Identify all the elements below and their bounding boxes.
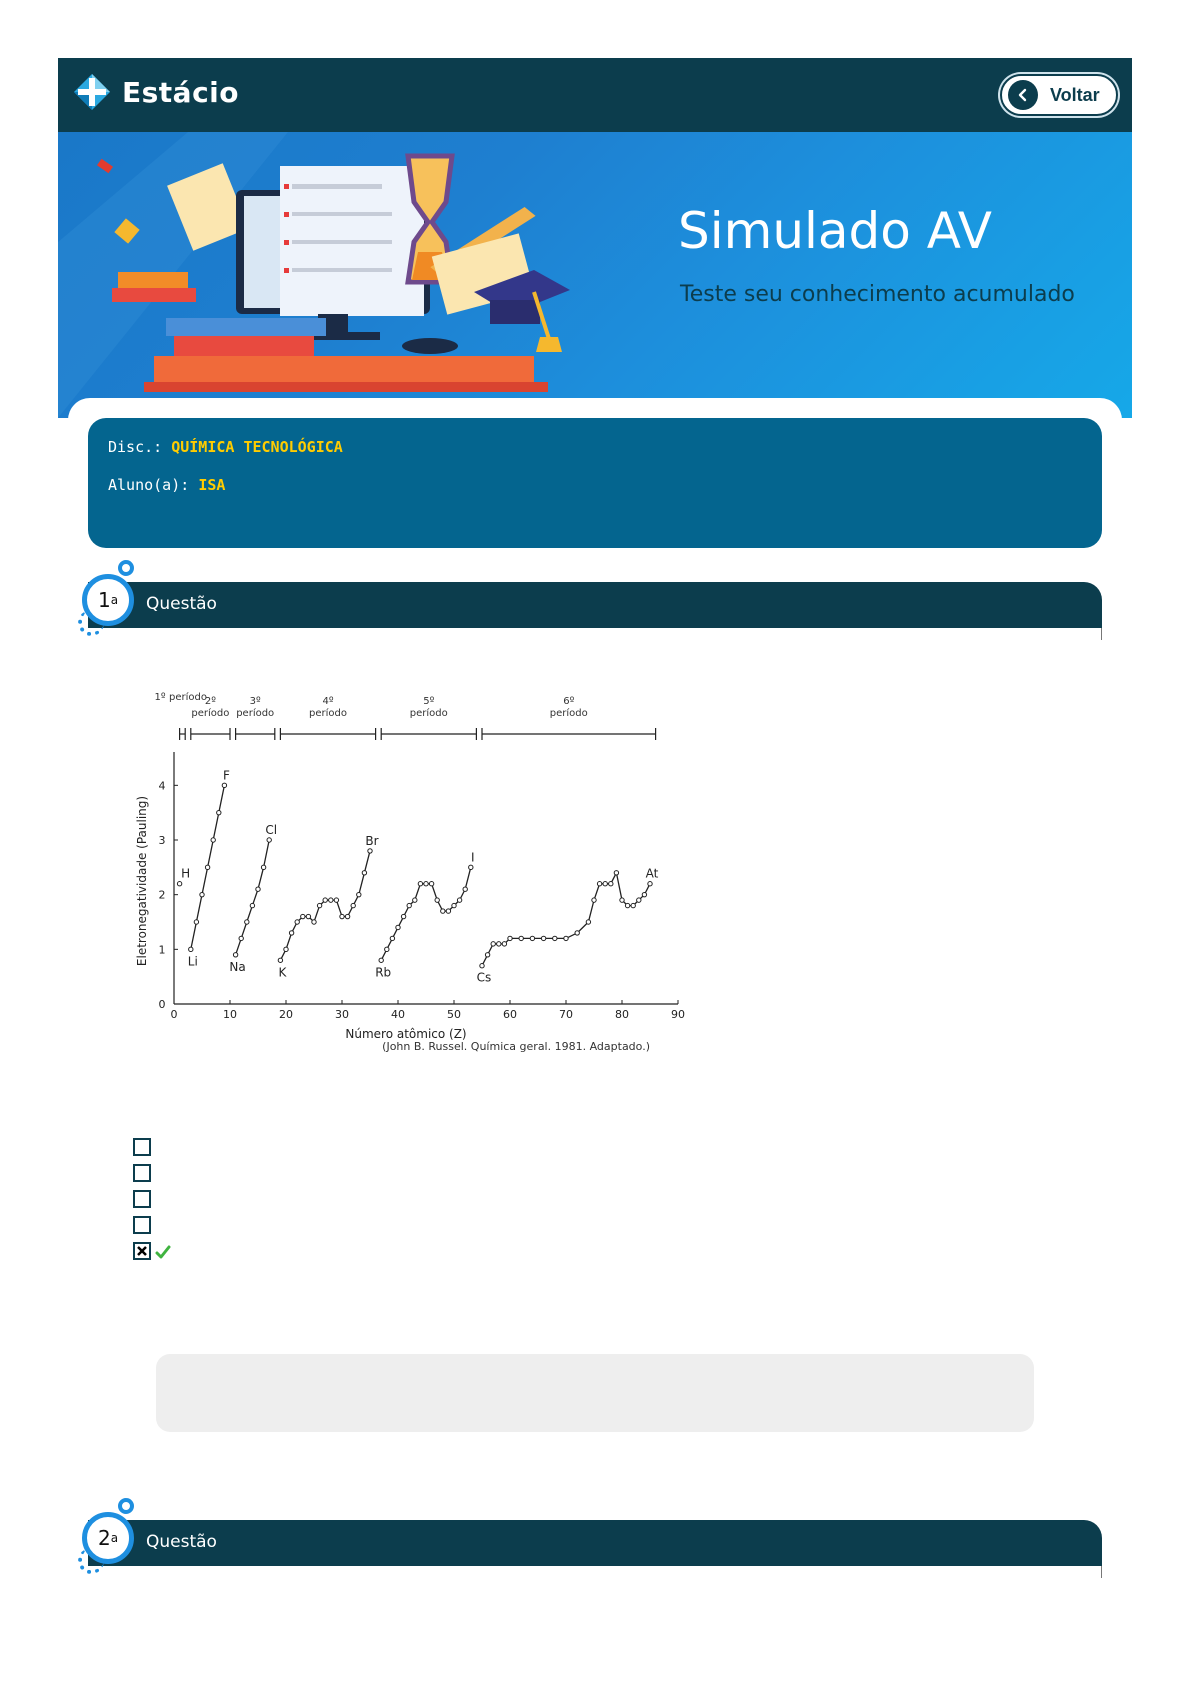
electronegativity-chart [130, 678, 690, 1068]
element-label: F [222, 768, 230, 783]
data-point [345, 914, 349, 918]
data-point [631, 903, 635, 907]
data-point [261, 865, 265, 869]
data-point [250, 903, 254, 907]
element-label: Cs [476, 970, 492, 985]
question-number: 1 [97, 588, 111, 612]
data-point [413, 898, 417, 902]
data-point [463, 887, 467, 891]
period-word: período [236, 708, 275, 719]
student-label: Aluno(a): [108, 476, 190, 494]
data-point [233, 953, 237, 957]
data-point [177, 882, 181, 886]
data-point [323, 898, 327, 902]
x-tick-label: 20 [279, 1008, 293, 1021]
data-point [418, 882, 422, 886]
element-label: Rb [375, 965, 392, 980]
data-point [564, 936, 568, 940]
study-illustration [58, 132, 618, 418]
data-point [480, 964, 484, 968]
element-label: Cl [265, 823, 278, 837]
question-number-suffix: a [110, 593, 119, 607]
y-tick-label: 4 [158, 779, 166, 793]
data-point [401, 914, 405, 918]
x-tick-label: 0 [170, 1008, 178, 1021]
top-bar [58, 58, 1132, 132]
data-point [620, 898, 624, 902]
x-tick-label: 60 [503, 1008, 517, 1021]
element-label: Na [229, 959, 246, 974]
data-point [239, 936, 243, 940]
element-label: H [181, 866, 191, 881]
x-tick-label: 30 [335, 1008, 349, 1021]
question-number-badge [82, 1512, 134, 1564]
data-point [317, 903, 321, 907]
data-point [597, 882, 601, 886]
data-point [256, 887, 260, 891]
question-number-suffix: a [110, 1531, 119, 1545]
element-label: Br [365, 833, 379, 848]
divider [1101, 628, 1102, 640]
x-tick-label: 50 [447, 1008, 461, 1021]
data-point [457, 898, 461, 902]
divider [1101, 1566, 1102, 1578]
data-point [452, 903, 456, 907]
y-axis-label: Eletronegatividade (Pauling) [135, 795, 149, 967]
data-point [200, 892, 204, 896]
question-number-badge [82, 574, 134, 626]
element-label: At [645, 866, 659, 881]
data-point [625, 903, 629, 907]
data-point [530, 936, 534, 940]
back-button-label: Voltar [1050, 84, 1100, 105]
data-point [278, 958, 282, 962]
answer-option-b[interactable] [133, 1164, 151, 1182]
x-axis-label: Número atômico (Z) [345, 1027, 467, 1041]
series-line [280, 851, 370, 960]
checkbox-x-icon [136, 1245, 148, 1257]
data-point [385, 947, 389, 951]
data-point [222, 783, 226, 787]
data-point [541, 936, 545, 940]
brand-name: Estácio [122, 75, 240, 109]
question-number: 2 [97, 1526, 111, 1550]
student-value: ISA [198, 476, 226, 494]
data-point [441, 909, 445, 913]
question-header-1 [88, 582, 1102, 628]
x-tick-label: 10 [223, 1008, 237, 1021]
x-tick-label: 80 [615, 1008, 629, 1021]
data-point [189, 947, 193, 951]
data-point [648, 882, 652, 886]
data-point [306, 914, 310, 918]
data-point [368, 849, 372, 853]
period-number: 1º [154, 692, 166, 703]
data-point [642, 892, 646, 896]
data-point [334, 898, 338, 902]
y-tick-label: 3 [158, 834, 166, 847]
period-word: período [169, 692, 207, 703]
y-tick-label: 2 [158, 888, 166, 902]
data-point [446, 909, 450, 913]
chart-source: (John B. Russel. Química geral. 1981. Adaptado.) [382, 1040, 650, 1053]
y-origin-label: 0 [158, 998, 166, 1011]
period-number: 4º [322, 696, 334, 707]
data-point [312, 920, 316, 924]
answer-option-e[interactable] [133, 1242, 151, 1260]
period-number: 2º [204, 696, 216, 707]
correct-check-icon [155, 1244, 171, 1260]
page-title: Simulado AV [678, 202, 992, 260]
data-point [245, 920, 249, 924]
data-point [301, 914, 305, 918]
period-number: 6º [563, 696, 575, 707]
decor-bubble-icon [118, 1498, 134, 1514]
chevron-left-icon [1008, 80, 1038, 110]
back-button[interactable] [1000, 74, 1118, 116]
decor-bubble-icon [118, 560, 134, 576]
answer-option-d[interactable] [133, 1216, 151, 1234]
x-tick-label: 70 [559, 1008, 573, 1021]
data-point [396, 925, 400, 929]
y-tick-label: 1 [158, 943, 166, 957]
question-label: Questão [146, 1532, 217, 1552]
data-point [205, 865, 209, 869]
question-header-2 [88, 1520, 1102, 1566]
data-point [592, 898, 596, 902]
period-number: 5º [423, 696, 435, 707]
data-point [491, 942, 495, 946]
data-point [340, 914, 344, 918]
hero-banner [58, 132, 1132, 418]
element-label: I [471, 850, 475, 865]
data-point [435, 898, 439, 902]
data-point [497, 942, 501, 946]
element-label: K [278, 965, 287, 980]
period-word: período [191, 708, 230, 719]
data-point [295, 920, 299, 924]
period-number: 3º [249, 696, 261, 707]
brand-logo[interactable] [72, 72, 239, 112]
page-subtitle: Teste seu conhecimento acumulado [680, 282, 1075, 307]
exam-info-card [88, 418, 1102, 548]
data-point [211, 838, 215, 842]
data-point [217, 810, 221, 814]
x-tick-label: 90 [671, 1008, 685, 1021]
data-point [614, 871, 618, 875]
student-row [108, 476, 225, 494]
data-point [508, 936, 512, 940]
data-point [519, 936, 523, 940]
data-point [379, 958, 383, 962]
discipline-row [108, 438, 343, 456]
data-point [284, 947, 288, 951]
data-point [289, 931, 293, 935]
data-point [362, 871, 366, 875]
answer-option-c[interactable] [133, 1190, 151, 1208]
period-word: período [309, 708, 347, 719]
x-tick-label: 40 [391, 1008, 405, 1021]
data-point [609, 882, 613, 886]
discipline-value: QUÍMICA TECNOLÓGICA [171, 438, 343, 456]
data-point [586, 920, 590, 924]
data-point [429, 882, 433, 886]
data-point [603, 882, 607, 886]
data-point [469, 865, 473, 869]
data-point [351, 903, 355, 907]
series-line [482, 873, 650, 966]
question-label: Questão [146, 594, 217, 614]
data-point [575, 931, 579, 935]
data-point [502, 942, 506, 946]
data-point [407, 903, 411, 907]
period-word: período [409, 708, 448, 719]
data-point [637, 898, 641, 902]
element-label: Li [187, 954, 198, 969]
data-point [424, 882, 428, 886]
data-point [194, 920, 198, 924]
answer-option-a[interactable] [133, 1138, 151, 1156]
data-point [485, 953, 489, 957]
data-point [267, 838, 271, 842]
data-point [357, 892, 361, 896]
discipline-label: Disc.: [108, 438, 163, 456]
data-point [390, 936, 394, 940]
feedback-box [156, 1354, 1034, 1432]
estacio-logo-icon [72, 72, 112, 112]
data-point [553, 936, 557, 940]
data-point [329, 898, 333, 902]
period-word: período [549, 708, 588, 719]
